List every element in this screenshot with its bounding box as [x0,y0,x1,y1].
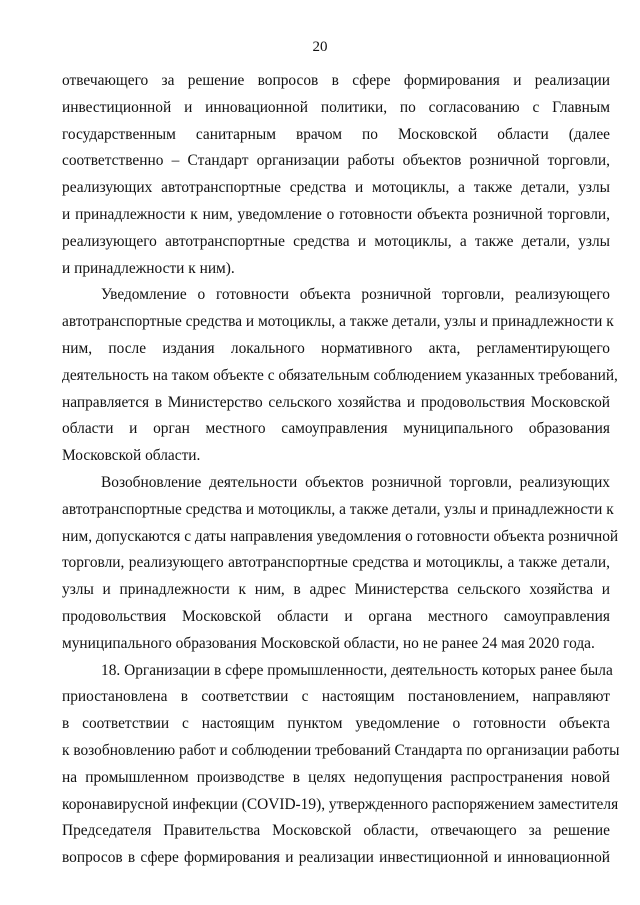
text-line: соответственно – Стандарт организации работы объектов розничной торговли, [62,152,610,170]
paragraph [62,282,618,470]
text-line: Возобновление деятельности объектов розничной торговли, реализующих [101,473,610,491]
text-line: государственным санитарным врачом по Московской области (далее [62,125,610,143]
text-line: деятельность на таком объекте с обязательным соблюдением указанных требований, [62,366,618,384]
page-number: 20 [312,39,328,55]
document-body [62,68,620,872]
text-line: узлы и принадлежности к ним, в адрес Министерства сельского хозяйства и [62,581,610,599]
text-line: Председателя Правительства Московской области, отвечающего за решение [62,822,610,840]
text-line: инвестиционной и инновационной политики, по согласованию с Главным [62,98,610,116]
text-line: к возобновлению работ и соблюдении требований Стандарта по организации работы [62,741,620,759]
text-line: реализующих автотранспортные средства и мотоциклы, а также детали, узлы [62,179,610,197]
text-line: продовольствия Московской области и органа местного самоуправления [62,607,610,625]
text-line: коронавирусной инфекции (COVID-19), утвержденного распоряжением заместителя [62,795,619,813]
text-line: приостановлена в соответствии с настоящим постановлением, направляют [62,688,610,706]
text-line: на промышленном производстве в целях недопущения распространения новой [62,768,610,786]
text-line: ним, допускаются с даты направления уведомления о готовности объекта розничной [62,527,619,545]
text-line: вопросов в сфере формирования и реализации инвестиционной и инновационной [62,849,610,867]
text-line: и принадлежности к ним). [62,259,235,277]
text-line: муниципального образования Московской области, но не ранее 24 мая 2020 года. [62,634,595,652]
text-line: в соответствии с настоящим пунктом уведомление о готовности объекта [62,715,610,733]
text-line: и принадлежности к ним, уведомление о готовности объекта розничной торговли, [62,205,610,223]
text-line: торговли, реализующего автотранспортные средства и мотоциклы, а также детали, [62,554,610,572]
text-line: автотранспортные средства и мотоциклы, а также детали, узлы и принадлежности к [62,313,614,331]
text-line: направляется в Министерство сельского хозяйства и продовольствия Московской [62,393,610,411]
text-line: ним, после издания локального нормативного акта, регламентирующего [62,339,610,357]
paragraph [62,68,610,282]
text-line: отвечающего за решение вопросов в сфере формирования и реализации [62,72,610,89]
text-line: Московской области. [62,447,201,465]
text-line: автотранспортные средства и мотоциклы, а также детали, узлы и принадлежности к [62,500,614,518]
text-line: области и орган местного самоуправления муниципального образования [62,420,610,438]
text-line: 18. Организации в сфере промышленности, деятельность которых ранее была [101,661,613,679]
text-line: Уведомление о готовности объекта розничной торговли, реализующего [101,286,610,304]
paragraph [62,470,619,658]
paragraph [62,658,620,872]
text-line: реализующего автотранспортные средства и мотоциклы, а также детали, узлы [62,232,610,250]
